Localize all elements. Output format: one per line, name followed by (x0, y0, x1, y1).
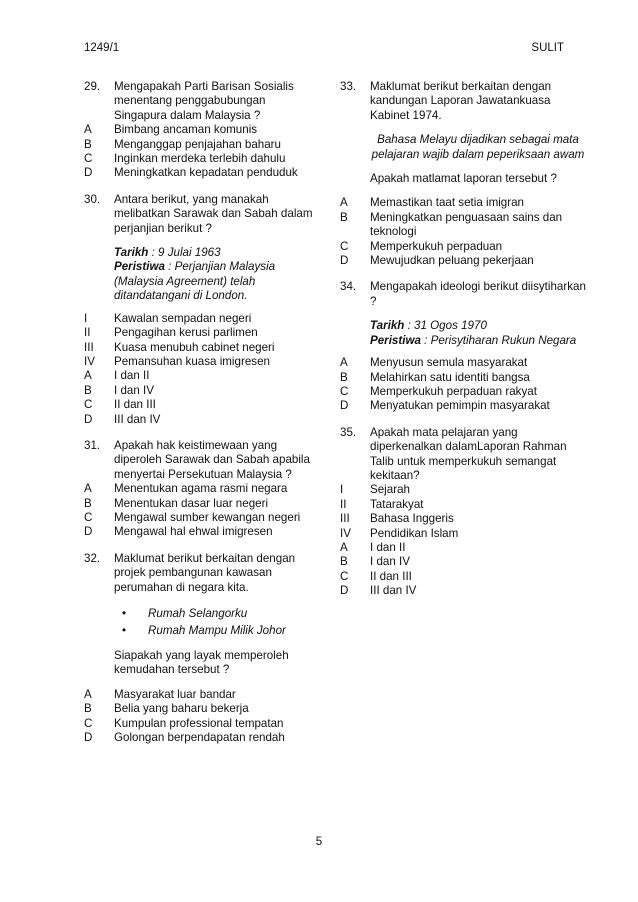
option-a: A Menyusun semula masyarakat (340, 356, 528, 370)
statement-i: I Kawalan sempadan negeri (84, 311, 252, 325)
paper-code: 1249/1 (84, 42, 120, 54)
option-c: C Mengawal sumber kewangan negeri (84, 510, 301, 524)
option-a: A I dan II (84, 369, 150, 383)
option-b: B Menentukan dasar luar negeri (84, 496, 269, 510)
question-30 (84, 193, 320, 427)
option-d: D Mengawal hal ehwal imigresen (84, 525, 273, 539)
question-31 (84, 439, 320, 540)
option-b: B Belia yang baharu bekerja (84, 702, 249, 716)
option-c: C Memperkukuh perpaduan (340, 239, 503, 253)
tarikh-value: : 9 Julai 1963 (151, 246, 221, 260)
event-info-box (370, 319, 586, 348)
statement-iii: III Bahasa Inggeris (340, 512, 454, 526)
question-stem: Maklumat berikut berkaitan dengan kandungan Laporan Jawatankuasa Kabinet 1974. (370, 80, 552, 122)
question-stem: Antara berikut, yang manakah melibatkan Sarawak dan Sabah dalam perjanjian berikut ? (114, 192, 313, 235)
question-number: 31. (84, 438, 101, 452)
option-d: D Meningkatkan kepadatan penduduk (84, 166, 298, 180)
option-d: D Mewujudkan peluang pekerjaan (340, 254, 534, 268)
question-34 (340, 280, 586, 413)
bullet-item: • Rumah Selangorku (122, 607, 248, 620)
option-c: C Inginkan merdeka terlebih dahulu (84, 152, 286, 166)
event-info-box (114, 246, 320, 304)
question-32 (84, 552, 320, 746)
option-b: B Melahirkan satu identiti bangsa (340, 370, 530, 384)
question-stem: Mengapakah Parti Barisan Sosialis menentang penggabubungan Singapura dalam Malaysia ? (114, 80, 294, 122)
question-number: 29. (84, 80, 101, 93)
tarikh-value: : 31 Ogos 1970 (407, 319, 487, 333)
question-stem: Mengapakah ideologi berikut diisytiharkan ? (370, 280, 586, 308)
question-number: 32. (84, 551, 101, 565)
question-stem: Apakah mata pelajaran yang diperkenalkan dalamLaporan Rahman Talib untuk memperkukuh semangat kekitaan? (370, 425, 567, 482)
bullet-item: • Rumah Mampu Milik Johor (122, 624, 286, 637)
peristiwa-label: Peristiwa (114, 260, 165, 274)
option-a: A Bimbang ancaman komunis (84, 123, 258, 137)
bullet-dot-icon: • (122, 624, 127, 637)
option-a: A Memastikan taat setia imigran (340, 196, 525, 210)
question-stem: Maklumat berikut berkaitan dengan projek pembangunan kawasan perumahan di negara kita. (114, 551, 296, 594)
option-a: A Menentukan agama rasmi negara (84, 482, 288, 496)
peristiwa-value: : Perisytiharan Rukun Negara (424, 333, 577, 347)
statement-i: I Sejarah (340, 483, 410, 497)
question-number: 30. (84, 192, 101, 206)
option-c: C II dan III (340, 569, 412, 583)
question-number: 34. (340, 280, 357, 294)
bullet-list (114, 605, 320, 639)
peristiwa-value: : Perjanjian Malaysia (Malaysia Agreement) telah ditandatangani di London. (114, 260, 276, 303)
option-c: C Kumpulan professional tempatan (84, 716, 284, 730)
option-c: C II dan III (84, 398, 156, 412)
question-stem: Apakah hak keistimewaan yang diperoleh Sarawak dan Sabah apabila menyertai Persekutuan Malaysia ? (114, 438, 310, 481)
option-b: B I dan IV (340, 555, 410, 569)
page-number: 5 (315, 836, 323, 848)
option-d: D III dan IV (340, 584, 417, 598)
statement-iv: IV Pemansuhan kuasa imigresen (84, 354, 270, 368)
question-35 (340, 426, 586, 599)
question-33 (340, 80, 586, 268)
right-column (340, 80, 586, 611)
statement-ii: II Pengagihan kerusi parlimen (84, 326, 258, 340)
option-b: B Menganggap penjajahan baharu (84, 137, 281, 151)
peristiwa-label: Peristiwa (370, 333, 421, 347)
option-c: C Memperkukuh perpaduan rakyat (340, 384, 537, 398)
question-29 (84, 80, 320, 181)
question-prompt: Siapakah yang layak memperoleh kemudahan tersebut ? (114, 649, 289, 677)
statement-iv: IV Pendidikan Islam (340, 526, 459, 540)
classification-label: SULIT (531, 42, 564, 54)
statement-ii: II Tatarakyat (340, 497, 424, 511)
option-b: B Meningkatkan penguasaan sains dan teknologi (340, 210, 563, 239)
question-prompt: Apakah matlamat laporan tersebut ? (370, 172, 557, 186)
option-b: B I dan IV (84, 383, 154, 397)
tarikh-label: Tarikh (370, 319, 405, 333)
question-number: 33. (340, 80, 357, 93)
left-column (84, 80, 320, 757)
statement-iii: III Kuasa menubuh cabinet negeri (84, 340, 275, 354)
bullet-dot-icon: • (122, 607, 127, 620)
option-d: D Golongan berpendapatan rendah (84, 731, 285, 745)
option-d: D Menyatukan pemimpin masyarakat (340, 399, 550, 413)
quote-box: Bahasa Melayu dijadikan sebagai mata pelajaran wajib dalam peperiksaan awam (371, 133, 585, 161)
option-d: D III dan IV (84, 412, 161, 426)
tarikh-label: Tarikh (114, 246, 149, 260)
question-number: 35. (340, 425, 357, 439)
option-a: A Masyarakat luar bandar (84, 687, 236, 701)
option-a: A I dan II (340, 540, 406, 554)
